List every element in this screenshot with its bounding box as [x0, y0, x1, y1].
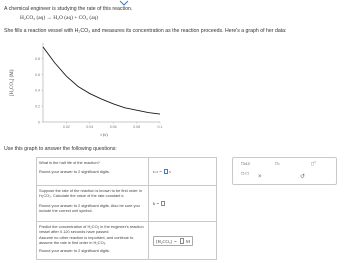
x-tick-label: 0.06 — [109, 125, 117, 129]
instructions-text: Use this graph to answer the following questions: — [4, 146, 117, 152]
math-toolbar — [232, 157, 337, 185]
x-axis-label: t (s) — [100, 132, 108, 137]
x-tick-label: 0.02 — [62, 125, 70, 129]
undo-button[interactable]: ↺ — [300, 174, 306, 180]
description-text: She fills a reaction vessel with H₂CO₃ and measures its concentration as the reaction proceeds. Here's a graph of her data: — [4, 28, 287, 34]
y-axis-label: [H₂CO₃] (M) — [10, 69, 15, 96]
concentration-input[interactable] — [180, 238, 184, 244]
answer-label: k — [153, 201, 156, 206]
answer-unit: s — [169, 169, 171, 174]
x-tick-label: 0.04 — [86, 125, 94, 129]
question-text: Suppose the rate of the reaction is known to be first order in H₂CO₃. Calculate the value of the rate constant k. — [39, 188, 142, 199]
answer-label: [H₂CO₃] — [156, 238, 172, 244]
y-tick-label: 0 — [38, 120, 40, 125]
rate-constant-input[interactable] — [161, 201, 165, 207]
assumption-text: Assume no other reaction is important, and continue to assume the rate is first order in H₂CO₃. — [39, 234, 134, 246]
times-ten-button[interactable]: □x10 — [241, 161, 250, 167]
rounding-note: Round your answer to 2 significant digits. Also be sure you include the correct unit symbol. — [39, 202, 140, 214]
half-life-input[interactable] — [164, 169, 168, 175]
reaction-equation: H₂CO₃ (aq) → H₂O (aq) + CO₂ (aq) — [20, 15, 99, 21]
question-row-rate-constant: Suppose the rate of the reaction is known to be first order in H₂CO₃. Calculate the value of the rate constant k. Round your answer to 2 significant digits. Also be sure you include the correct unit symbol. k = — [37, 186, 216, 222]
question-row-concentration — [37, 222, 216, 260]
question-text: What is the half life of the reaction? — [39, 160, 100, 165]
question-row-half-life: What is the half life of the reaction? Round your answer to 2 significant digits. t 1/2 = s — [37, 158, 216, 186]
rounding-note: Round your answer to 2 significant digits. — [39, 169, 110, 175]
y-tick-label: 0.6 — [35, 72, 40, 77]
concentration-chart — [0, 36, 170, 138]
answer-subscript: 1/2 — [154, 169, 159, 174]
multiply-dot-button[interactable]: □·□ — [241, 171, 249, 177]
superscript-button[interactable]: □□ — [311, 160, 316, 168]
y-tick-label: 0.4 — [35, 88, 40, 93]
intro-text: A chemical engineer is studying the rate of this reaction. — [4, 6, 133, 12]
concentration-answer: [H₂CO₃] = M — [153, 236, 193, 246]
subscript-button[interactable]: □□ — [275, 161, 280, 167]
series-line — [43, 47, 160, 114]
y-tick-label: 0.8 — [35, 57, 40, 62]
y-tick-label: 0.2 — [35, 104, 40, 109]
rounding-note: Round your answer to 2 significant digits. — [39, 247, 110, 253]
x-tick-label: 0.08 — [133, 125, 141, 129]
questions-table — [36, 157, 217, 260]
answer-label: t — [153, 169, 155, 174]
answer-unit: M — [185, 238, 190, 244]
clear-button[interactable]: × — [258, 174, 262, 180]
x-tick-label: 0.1 — [157, 125, 163, 129]
question-text: Predict the concentration of H₂CO₃ in the engineer's reaction vessel after 0.120 seconds have passed. — [39, 224, 144, 235]
